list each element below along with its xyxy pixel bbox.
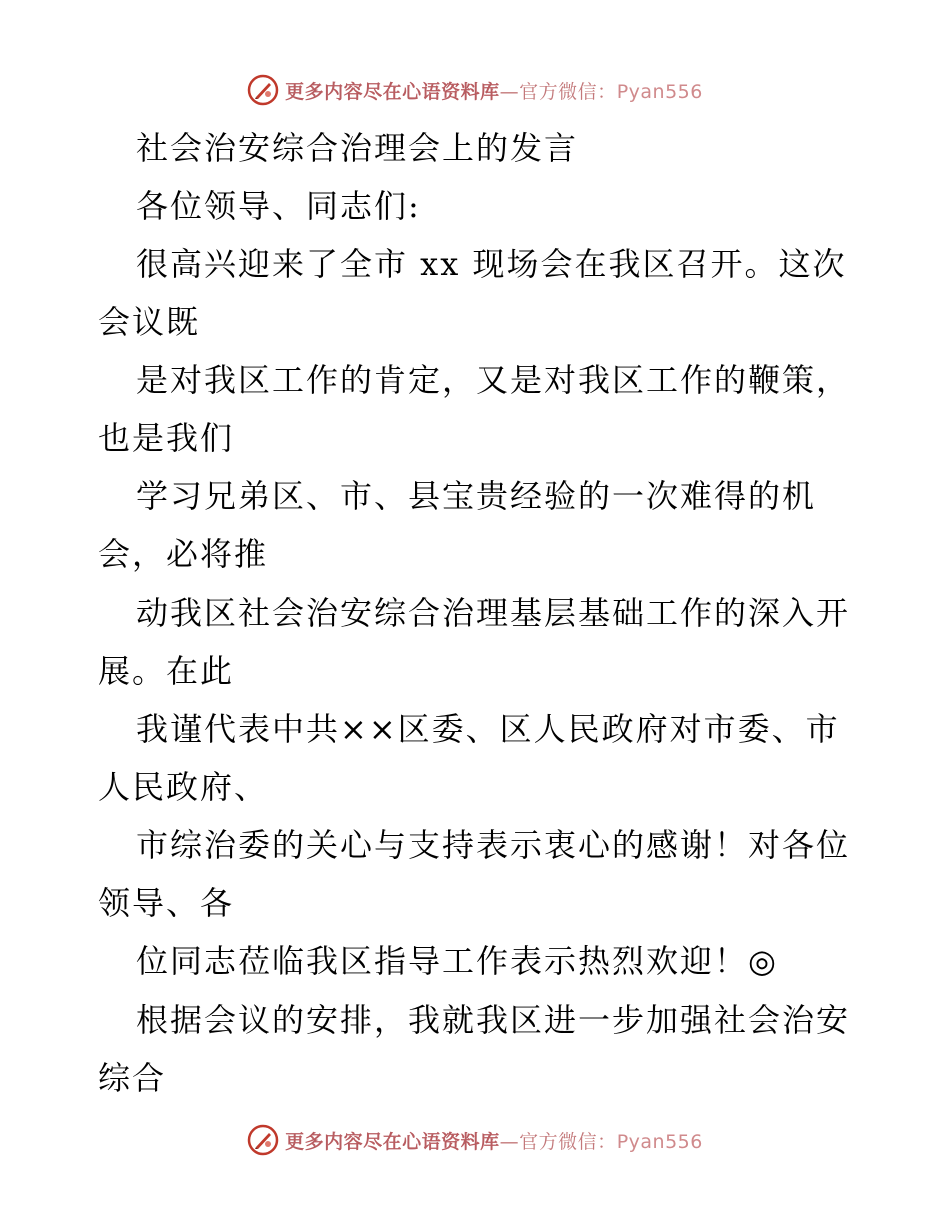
paragraph-line: 位同志莅临我区指导工作表示热烈欢迎！◎ <box>136 942 778 980</box>
footer-separator: — <box>499 1130 520 1153</box>
paragraph-line: 综合 <box>98 1059 167 1097</box>
paragraph-line: 也是我们 <box>98 419 235 457</box>
header-banner <box>0 70 950 110</box>
document-title: 社会治安综合治理会上的发言 <box>136 129 579 167</box>
paragraph-line: 根据会议的安排，我就我区进一步加强社会治安 <box>136 1001 851 1039</box>
header-contact-id: Pyan556 <box>616 80 703 103</box>
header-banner-text <box>285 77 703 104</box>
paragraph-line: 人民政府、 <box>98 768 269 806</box>
paragraph-line: 很高兴迎来了全市 xx 现场会在我区召开。这次 <box>136 245 847 283</box>
paragraph-line: 动我区社会治安综合治理基层基础工作的深入开 <box>136 594 851 632</box>
paragraph-line: 学习兄弟区、市、县宝贵经验的一次难得的机 <box>136 477 817 515</box>
header-contact-label: 官方微信： <box>519 80 617 103</box>
paragraph-line: 是对我区工作的肯定，又是对我区工作的鞭策， <box>136 361 851 399</box>
footer-contact-id: Pyan556 <box>616 1130 703 1153</box>
salutation: 各位领导、同志们: <box>136 187 421 225</box>
red-quill-logo-icon <box>247 74 279 106</box>
paragraph-line: 会，必将推 <box>98 535 269 573</box>
paragraph-line: 会议既 <box>98 303 201 341</box>
paragraph-line: 领导、各 <box>98 884 235 922</box>
footer-brand: 更多内容尽在心语资料库 <box>285 1130 500 1153</box>
header-brand: 更多内容尽在心语资料库 <box>285 80 500 103</box>
footer-banner-text <box>285 1127 703 1154</box>
paragraph-line: 展。在此 <box>98 652 235 690</box>
footer-contact-label: 官方微信： <box>519 1130 617 1153</box>
footer-banner <box>0 1120 950 1160</box>
red-quill-logo-icon <box>247 1124 279 1156</box>
paragraph-line: 我谨代表中共××区委、区人民政府对市委、市 <box>136 710 840 748</box>
header-separator: — <box>499 80 520 103</box>
paragraph-line: 市综治委的关心与支持表示衷心的感谢！对各位 <box>136 826 851 864</box>
